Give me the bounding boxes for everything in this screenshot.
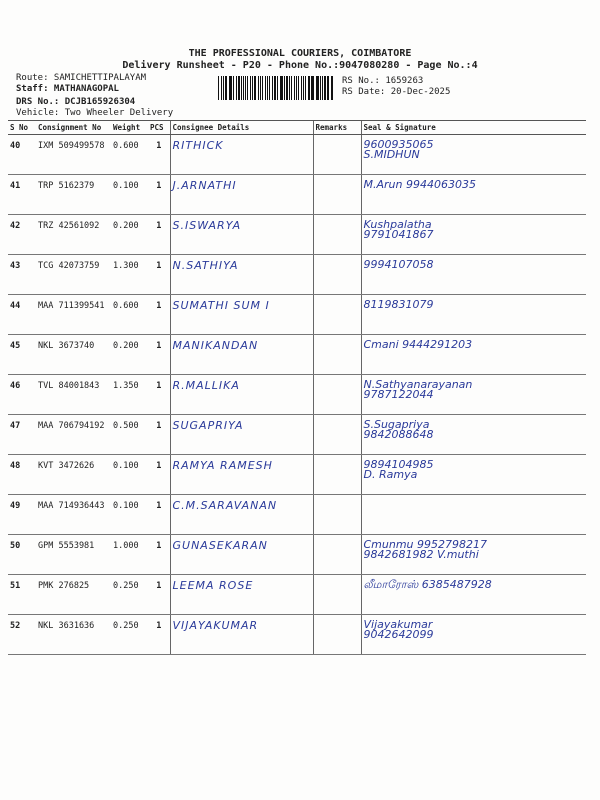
drs-number: DRS No.: DCJB165926304 (16, 97, 136, 107)
vehicle-label: Vehicle: Two Wheeler Delivery (16, 108, 174, 118)
table-row (8, 375, 586, 415)
signature-handwriting: D. Ramya (363, 468, 418, 481)
row-remarks-cell (313, 375, 361, 415)
row-consignee-cell (170, 295, 313, 335)
row-pcs: 1 (148, 455, 170, 495)
row-pcs: 1 (148, 495, 170, 535)
col-header-seal: Seal & Signature (361, 121, 586, 135)
signature-handwriting: 9842088648 (363, 428, 434, 441)
consignee-handwriting: C.M.SARAVANAN (172, 499, 278, 512)
signature-handwriting: S.MIDHUN (363, 148, 420, 161)
row-consignment: MAA 706794192 (36, 415, 111, 455)
row-sno: 40 (8, 135, 36, 175)
row-pcs: 1 (148, 335, 170, 375)
row-sno: 52 (8, 615, 36, 655)
row-consignee-cell (170, 255, 313, 295)
sheet-subtitle: Delivery Runsheet - P20 - Phone No.:9047080280 - Page No.:4 (122, 60, 478, 71)
table-row (8, 175, 586, 215)
table-row (8, 135, 586, 175)
row-remarks-cell (313, 455, 361, 495)
signature-handwriting: M.Arun 9944063035 (363, 178, 476, 191)
row-consignee-cell (170, 535, 313, 575)
col-header-pcs: PCS (148, 121, 170, 135)
row-pcs: 1 (148, 175, 170, 215)
row-signature-cell (361, 175, 586, 215)
row-sno: 43 (8, 255, 36, 295)
signature-handwriting: 9994107058 (363, 258, 434, 271)
row-pcs: 1 (148, 135, 170, 175)
signature-handwriting: N.Sathyanarayanan (363, 378, 473, 391)
consignee-handwriting: SUMATHI SUM I (172, 299, 270, 312)
row-consignee-cell (170, 175, 313, 215)
table-row (8, 215, 586, 255)
signature-handwriting: 9842681982 V.muthi (363, 548, 479, 561)
row-weight: 0.100 (111, 455, 148, 495)
row-remarks-cell (313, 335, 361, 375)
row-remarks-cell (313, 255, 361, 295)
row-pcs: 1 (148, 295, 170, 335)
table-row (8, 615, 586, 655)
row-consignee-cell (170, 495, 313, 535)
signature-handwriting: Vijayakumar (363, 618, 433, 631)
row-signature-cell (361, 455, 586, 495)
row-remarks-cell (313, 615, 361, 655)
row-sno: 45 (8, 335, 36, 375)
row-weight: 1.000 (111, 535, 148, 575)
row-signature-cell (361, 615, 586, 655)
row-consignment: TRP 5162379 (36, 175, 111, 215)
row-signature-cell (361, 415, 586, 455)
row-pcs: 1 (148, 415, 170, 455)
row-sno: 42 (8, 215, 36, 255)
row-weight: 1.300 (111, 255, 148, 295)
consignee-handwriting: VIJAYAKUMAR (172, 619, 259, 632)
row-signature-cell (361, 255, 586, 295)
consignee-handwriting: RITHICK (172, 139, 224, 152)
row-pcs: 1 (148, 575, 170, 615)
row-remarks-cell (313, 295, 361, 335)
row-consignment: NKL 3631636 (36, 615, 111, 655)
signature-handwriting: Kushpalatha (363, 218, 432, 231)
row-signature-cell (361, 575, 586, 615)
row-weight: 0.250 (111, 615, 148, 655)
row-pcs: 1 (148, 215, 170, 255)
row-weight: 0.200 (111, 335, 148, 375)
row-consignment: IXM 509499578 (36, 135, 111, 175)
staff-label: Staff: MATHANAGOPAL (16, 84, 119, 94)
row-signature-cell (361, 495, 586, 535)
row-signature-cell (361, 295, 586, 335)
table-row (8, 535, 586, 575)
col-header-sno: S No (8, 121, 36, 135)
row-signature-cell (361, 215, 586, 255)
col-header-weight: Weight (111, 121, 148, 135)
row-consignee-cell (170, 575, 313, 615)
row-signature-cell (361, 135, 586, 175)
row-signature-cell (361, 535, 586, 575)
row-weight: 0.200 (111, 215, 148, 255)
row-sno: 47 (8, 415, 36, 455)
row-weight: 0.500 (111, 415, 148, 455)
consignee-handwriting: SUGAPRIYA (172, 419, 244, 432)
row-consignment: GPM 5553981 (36, 535, 111, 575)
consignee-handwriting: S.ISWARYA (172, 219, 242, 232)
row-weight: 0.600 (111, 135, 148, 175)
table-row (8, 255, 586, 295)
row-pcs: 1 (148, 375, 170, 415)
consignee-handwriting: RAMYA RAMESH (172, 459, 273, 472)
col-header-consignee: Consignee Details (170, 121, 313, 135)
row-sno: 49 (8, 495, 36, 535)
col-header-remarks: Remarks (313, 121, 361, 135)
consignee-handwriting: GUNASEKARAN (172, 539, 268, 552)
row-remarks-cell (313, 495, 361, 535)
row-consignee-cell (170, 415, 313, 455)
row-consignment: TVL 84001843 (36, 375, 111, 415)
row-signature-cell (361, 335, 586, 375)
table-row (8, 455, 586, 495)
consignee-handwriting: N.SATHIYA (172, 259, 239, 272)
row-consignee-cell (170, 215, 313, 255)
row-remarks-cell (313, 535, 361, 575)
row-signature-cell (361, 375, 586, 415)
row-consignee-cell (170, 335, 313, 375)
consignee-handwriting: J.ARNATHI (172, 179, 237, 192)
table-row (8, 295, 586, 335)
consignee-handwriting: LEEMA ROSE (172, 579, 254, 592)
signature-handwriting: 9042642099 (363, 628, 434, 641)
row-sno: 50 (8, 535, 36, 575)
row-weight: 1.350 (111, 375, 148, 415)
signature-handwriting: S.Sugapriya (363, 418, 430, 431)
row-pcs: 1 (148, 615, 170, 655)
row-remarks-cell (313, 415, 361, 455)
row-consignment: KVT 3472626 (36, 455, 111, 495)
row-consignment: NKL 3673740 (36, 335, 111, 375)
signature-handwriting: Cmani 9444291203 (363, 338, 473, 351)
row-sno: 44 (8, 295, 36, 335)
row-pcs: 1 (148, 255, 170, 295)
row-weight: 0.250 (111, 575, 148, 615)
table-header-row (8, 121, 586, 135)
signature-handwriting: 9600935065 (363, 138, 434, 151)
row-consignment: TCG 42073759 (36, 255, 111, 295)
row-sno: 41 (8, 175, 36, 215)
row-consignee-cell (170, 375, 313, 415)
row-weight: 0.100 (111, 175, 148, 215)
row-consignee-cell (170, 615, 313, 655)
row-consignee-cell (170, 135, 313, 175)
sheet-title: THE PROFESSIONAL COURIERS, COIMBATORE (188, 48, 412, 59)
rs-date: RS Date: 20-Dec-2025 (342, 87, 451, 97)
row-remarks-cell (313, 215, 361, 255)
row-weight: 0.600 (111, 295, 148, 335)
table-row (8, 415, 586, 455)
row-consignment: PMK 276825 (36, 575, 111, 615)
row-remarks-cell (313, 575, 361, 615)
row-pcs: 1 (148, 535, 170, 575)
row-remarks-cell (313, 135, 361, 175)
col-header-consignment: Consignment No (36, 121, 111, 135)
row-consignment: MAA 714936443 (36, 495, 111, 535)
row-consignee-cell (170, 455, 313, 495)
signature-handwriting: லீமாரோஸ் 6385487928 (363, 578, 492, 591)
table-row (8, 335, 586, 375)
table-row (8, 575, 586, 615)
row-sno: 51 (8, 575, 36, 615)
consignee-handwriting: R.MALLIKA (172, 379, 240, 392)
runsheet-table (8, 120, 586, 655)
route-label: Route: SAMICHETTIPALAYAM (16, 73, 147, 83)
row-consignment: MAA 711399541 (36, 295, 111, 335)
table-row (8, 495, 586, 535)
signature-handwriting: 9787122044 (363, 388, 434, 401)
row-remarks-cell (313, 175, 361, 215)
rs-number: RS No.: 1659263 (342, 76, 424, 86)
signature-handwriting: 8119831079 (363, 298, 434, 311)
barcode-image (218, 76, 334, 100)
signature-handwriting: 9894104985 (363, 458, 434, 471)
row-weight: 0.100 (111, 495, 148, 535)
consignee-handwriting: MANIKANDAN (172, 339, 259, 352)
row-sno: 48 (8, 455, 36, 495)
signature-handwriting: 9791041867 (363, 228, 434, 241)
signature-handwriting: Cmunmu 9952798217 (363, 538, 488, 551)
row-sno: 46 (8, 375, 36, 415)
row-consignment: TRZ 42561092 (36, 215, 111, 255)
